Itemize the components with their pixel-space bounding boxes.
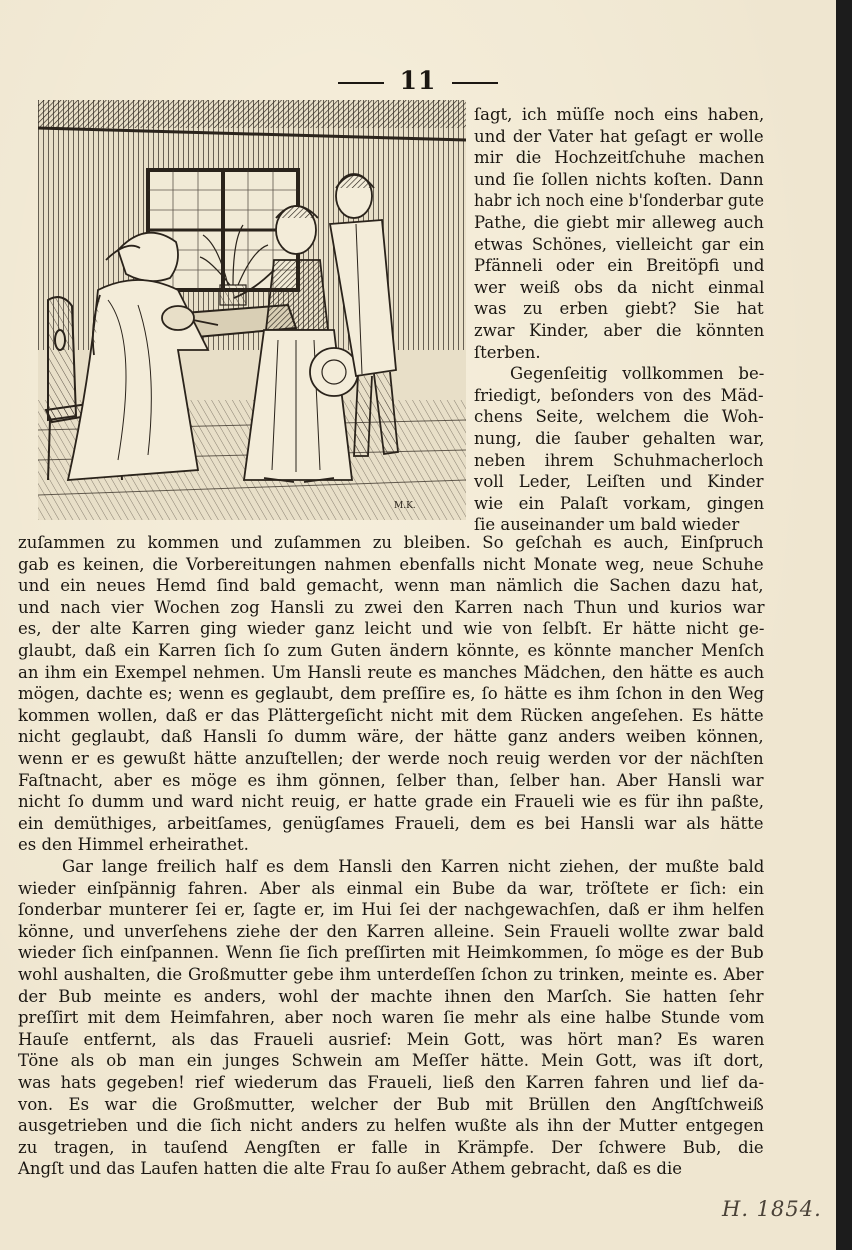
engraving-illustration bbox=[38, 100, 466, 520]
body-text-line: ausgetrieben und die ſich nicht anders zu helfen wußte als ihn der Mutter entgegen bbox=[18, 1116, 764, 1136]
body-text-line: Angſt und das Laufen hatten die alte Frau ſo außer Athem gebracht, daß es die bbox=[18, 1159, 682, 1179]
body-text-line: ein demüthiges, arbeitſames, genügſames Fraueli, dem es bei Hansli war als hätte bbox=[18, 813, 764, 833]
column-text-line: Gegenſeitig vollkommen be- bbox=[510, 364, 765, 384]
column-text-line: Pfänneli oder ein Breitöpfi und bbox=[474, 256, 765, 276]
body-text-line: kommen wollen, daß er das Plättergeſicht nicht mit dem Rücken angeſehen. Es hätte bbox=[18, 705, 764, 725]
scan-edge bbox=[836, 0, 852, 1250]
header-dash-right bbox=[452, 82, 498, 84]
column-text-line: Pathe, die giebt mir alleweg auch bbox=[474, 213, 764, 232]
ceiling-beam bbox=[38, 100, 466, 128]
column-text-line: friedigt, beſonders von des Mäd- bbox=[474, 385, 764, 405]
body-text-line: an ihm ein Exempel nehmen. Um Hansli reute es manches Mädchen, den hätte es auch bbox=[18, 662, 765, 682]
body-text-line: Gar lange freilich half es dem Hansli den Karren nicht ziehen, der mußte bald bbox=[62, 857, 765, 876]
column-text-line: etwas Schönes, vielleicht gar ein bbox=[474, 234, 765, 254]
body-text-line: es den Himmel erheirathet. bbox=[18, 835, 249, 855]
body-text-line: mögen, dachte es; wenn es geglaubt, dem preſſire es, ſo hätte es ihm ſchon in den Weg bbox=[18, 684, 765, 704]
page-number-header bbox=[0, 66, 836, 95]
body-text-line: nicht geglaubt, daß Hansli ſo dumm wäre, der hätte ganz anders weiben können, bbox=[18, 727, 764, 747]
column-text-line: nung, die ſauber gehalten war, bbox=[474, 429, 765, 448]
column-text-line: ſie auseinander um bald wieder bbox=[474, 515, 740, 535]
header-dash-left bbox=[338, 82, 384, 84]
body-text-line: preſſirt mit dem Heimfahren, aber noch waren ſie mehr als eine halbe Stunde vom bbox=[18, 1008, 765, 1028]
body-text-line: könne, und unverſehens ziehe der den Karren alleine. Sein Fraueli wollte zwar bald bbox=[18, 921, 765, 941]
body-text-line: ſonderbar munterer ſei er, ſagte er, im Hui ſei der nachgewachſen, daß er ihm helfen bbox=[18, 900, 765, 920]
body-text-line: es, der alte Karren ging wieder ganz leicht und wie von ſelbſt. Er hätte nicht ge- bbox=[18, 619, 765, 639]
body-text-line: glaubt, daß ein Karren ſich ſo zum Guten ändern könnte, es könnte mancher Menſch bbox=[18, 641, 765, 660]
column-text-line: wer weiß obs da nicht einmal bbox=[474, 277, 765, 297]
body-text-line: wenn er es gewußt hätte anzuſtellen; der werde noch reuig werden vor der nächſten bbox=[18, 749, 764, 768]
column-text-line: und ſie ſollen nichts koſten. Dann bbox=[474, 169, 764, 189]
body-text-line: nicht ſo dumm und ward nicht reuig, er hatte grade ein Fraueli wie es für ihn paßte, bbox=[18, 792, 764, 812]
column-text-line: wie ein Palaſt vorkam, gingen bbox=[474, 493, 765, 513]
body-text-line: was hats gegeben! rief wiederum das Fraueli, ließ den Karren fahren und lief da- bbox=[18, 1073, 765, 1092]
body-text-line: und ein neues Hemd ſind bald gemacht, wenn man nämlich die Sachen dazu hat, bbox=[18, 576, 764, 596]
handwritten-shelfmark: H. 1854. bbox=[722, 1197, 822, 1221]
column-text-line: was zu erben giebt? Sie hat bbox=[474, 299, 764, 319]
body-text-line: der Bub meinte es anders, wohl der machte ihnen den Marſch. Sie hatten ſehr bbox=[18, 986, 764, 1006]
column-text-line: ſagt, ich müſſe noch eins haben, bbox=[474, 105, 765, 124]
column-text-line: mir die Hochzeitſchuhe machen bbox=[474, 148, 765, 168]
column-text-line: neben ihrem Schuhmacherloch bbox=[474, 450, 764, 470]
body-text-line: gab es keinen, die Vorbereitungen nahmen ebenfalls nicht Monate weg, neue Schuhe bbox=[18, 554, 764, 574]
body-text-line: wieder ſich einſpannen. Wenn ſie ſich preſſirten mit Heimkommen, ſo möge es der Bub bbox=[18, 943, 764, 963]
body-text-line: von. Es war die Großmutter, welcher der Bub mit Brüllen den Angſtſchweiß bbox=[18, 1094, 764, 1114]
body-text-line: zu tragen, in tauſend Aengſten er falle in Krämpfe. Der ſchwere Bub, die bbox=[18, 1137, 764, 1157]
page-number: 11 bbox=[399, 66, 437, 95]
column-text-line: habr ich noch eine b'ſonderbar gute bbox=[474, 191, 764, 211]
engraver-signature: M.K. bbox=[394, 501, 416, 511]
body-text-line: Hauſe entfernt, als das Fraueli ausrief: Mein Gott, was hört man? Es waren bbox=[18, 1029, 765, 1049]
column-text-line: voll Leder, Leiſten und Kinder bbox=[474, 472, 764, 492]
column-text-line: chens Seite, welchem die Woh- bbox=[474, 407, 764, 427]
body-text-line: Faſtnacht, aber es möge es ihm gönnen, ſelber than, ſelber han. Aber Hansli war bbox=[18, 770, 764, 790]
column-text-line: zwar Kinder, aber die könnten bbox=[474, 321, 765, 340]
body-text-line: Töne als ob man ein junges Schwein am Meſſer hätte. Mein Gott, was iſt dort, bbox=[18, 1051, 764, 1071]
body-text-line: zuſammen zu kommen und zuſammen zu bleiben. So geſchah es auch, Einſpruch bbox=[18, 533, 764, 552]
body-text-line: und nach vier Wochen zog Hansli zu zwei den Karren nach Thun und kurios war bbox=[18, 597, 765, 617]
column-text-line: und der Vater hat geſagt er wolle bbox=[474, 126, 764, 146]
body-text-line: wieder einſpännig fahren. Aber als einmal ein Bube da war, tröſtete er ſich: ein bbox=[18, 878, 764, 898]
column-text-line: ſterben. bbox=[474, 342, 541, 362]
body-text-line: wohl aushalten, die Großmutter gebe ihm unterdeſſen ſchon zu trinken, meinte es. Aber bbox=[18, 965, 764, 984]
